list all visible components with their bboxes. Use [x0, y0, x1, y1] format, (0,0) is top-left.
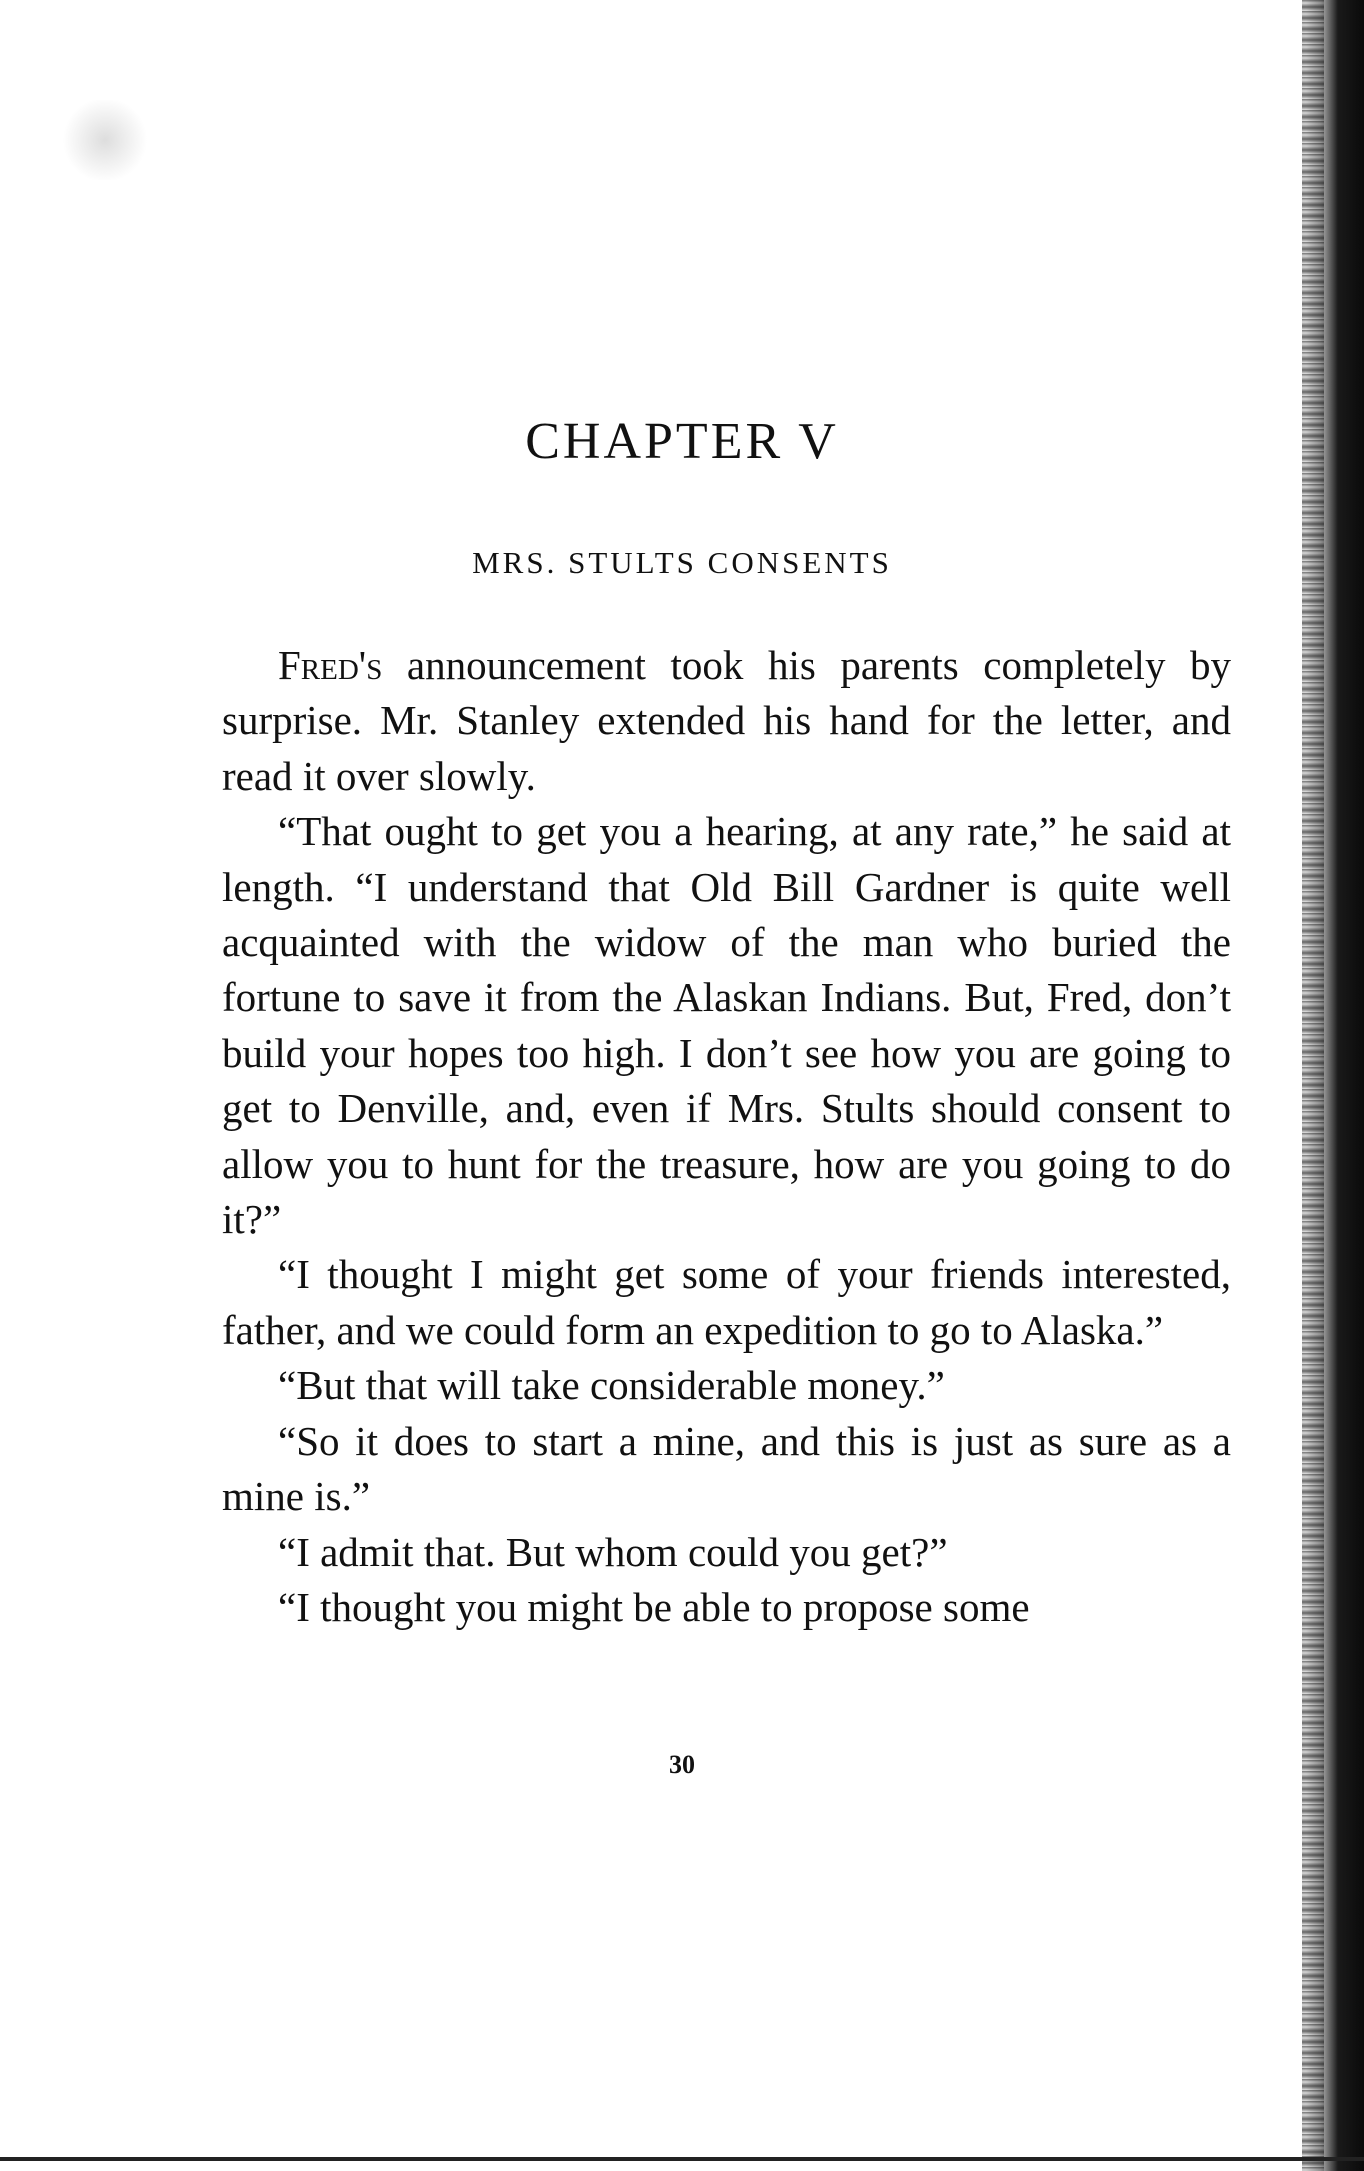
paragraph-text: “I thought you might be able to propose some	[278, 1583, 1030, 1630]
paragraph-lead-smallcaps: Fred's	[278, 642, 383, 688]
paragraph-text: “I thought I might get some of your friends interested, father, and we could form an expedition to go to Alaska.”	[222, 1251, 1231, 1353]
paragraph	[222, 804, 1231, 1247]
paragraph	[222, 638, 1231, 804]
paragraph-text: “I admit that. But whom could you get?”	[278, 1528, 948, 1575]
chapter-title: CHAPTER V	[525, 413, 839, 470]
paragraph	[222, 1525, 1231, 1580]
chapter-subtitle: MRS. STULTS CONSENTS	[472, 545, 892, 580]
paragraph-text: “That ought to get you a hearing, at any rate,” he said at length. “I understand that Old Bill Gardner is quite well acquainted with the widow of the man who buried the fortune to save it from the Alaskan Indians. But, Fred, don’t build your hopes too high. I don’t see how you are going to get to Denville, and, even if Mrs. Stults should consent to allow you to hunt for the treasure, how are you going to do it?”	[222, 808, 1231, 1243]
chapter-body	[222, 638, 1231, 1635]
paragraph	[222, 1358, 1231, 1413]
paragraph-text: announcement took his parents completely by surprise. Mr. Stanley extended his hand for the letter, and read it over slowly.	[222, 642, 1231, 799]
paragraph	[222, 1580, 1231, 1635]
paragraph	[222, 1247, 1231, 1358]
scan-speckle	[60, 100, 150, 180]
paragraph-text: “But that will take considerable money.”	[278, 1362, 945, 1409]
page-number: 30	[669, 1750, 695, 1779]
paragraph-text: “So it does to start a mine, and this is just as sure as a mine is.”	[222, 1417, 1231, 1520]
paragraph	[222, 1414, 1231, 1525]
binding-gutter-texture	[1302, 0, 1324, 2171]
scan-bottom-edge	[0, 2157, 1364, 2161]
